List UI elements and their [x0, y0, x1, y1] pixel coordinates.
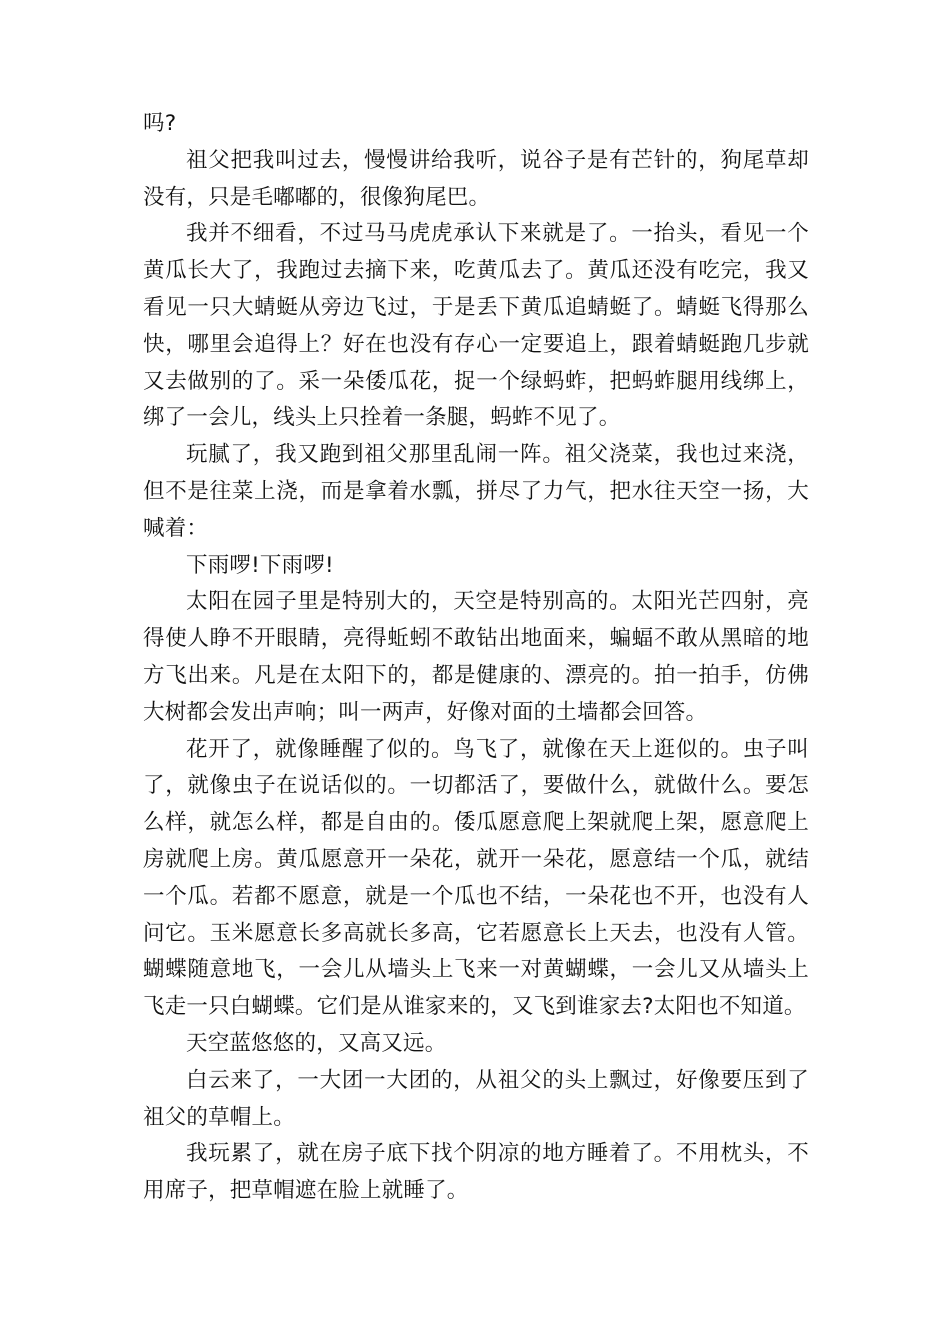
paragraph-continuation: 吗?	[143, 111, 177, 136]
paragraph: 玩腻了，我又跑到祖父那里乱闹一阵。祖父浇菜，我也过来浇，但不是往菜上浇，而是拿着水瓢，拼尽了力气，把水往天空一扬，大喊着：	[143, 442, 809, 541]
paragraph: 祖父把我叫过去，慢慢讲给我听，说谷子是有芒针的，狗尾草却没有，只是毛嘟嘟的，很像狗尾巴。	[143, 147, 809, 210]
paragraph: 太阳在园子里是特别大的，天空是特别高的。太阳光芒四射，亮得使人睁不开眼睛，亮得蚯蚓不敢钻出地面来，蝙蝠不敢从黑暗的地方飞出来。凡是在太阳下的，都是健康的、漂亮的。拍一拍手，仿佛大树都会发出声响；叫一两声，好像对面的土墙都会回答。	[143, 589, 809, 725]
paragraph: 下雨啰!下雨啰!	[186, 552, 334, 578]
paragraph: 我玩累了，就在房子底下找个阴凉的地方睡着了。不用枕头，不用席子，把草帽遮在脸上就睡了。	[143, 1141, 809, 1204]
paragraph: 我并不细看，不过马马虎虎承认下来就是了。一抬头，看见一个黄瓜长大了，我跑过去摘下来，吃黄瓜去了。黄瓜还没有吃完，我又看见一只大蜻蜓从旁边飞过，于是丢下黄瓜追蜻蜓了。蜻蜓飞得那么快，哪里会追得上？好在也没有存心一定要追上，跟着蜻蜓跑几步就又去做别的了。采一朵倭瓜花，捉一个绿蚂蚱，把蚂蚱腿用线绑上，绑了一会儿，线头上只拴着一条腿，蚂蚱不见了。	[143, 221, 809, 431]
body-text	[143, 106, 809, 1210]
paragraph: 天空蓝悠悠的，又高又远。	[186, 1030, 447, 1056]
paragraph: 白云来了，一大团一大团的，从祖父的头上飘过，好像要压到了祖父的草帽上。	[143, 1067, 809, 1130]
paragraph: 花开了，就像睡醒了似的。鸟飞了，就像在天上逛似的。虫子叫了，就像虫子在说话似的。一切都活了，要做什么，就做什么。要怎么样，就怎么样，都是自由的。倭瓜愿意爬上架就爬上架，愿意爬上房就爬上房。黄瓜愿意开一朵花，就开一朵花，愿意结一个瓜，就结一个瓜。若都不愿意，就是一个瓜也不结，一朵花也不开，也没有人问它。玉米愿意长多高就长多高，它若愿意长上天去，也没有人管。蝴蝶随意地飞，一会儿从墙头上飞来一对黄蝴蝶，一会儿又从墙头上飞走一只白蝴蝶。它们是从谁家来的，又飞到谁家去?太阳也不知道。	[143, 736, 809, 1020]
